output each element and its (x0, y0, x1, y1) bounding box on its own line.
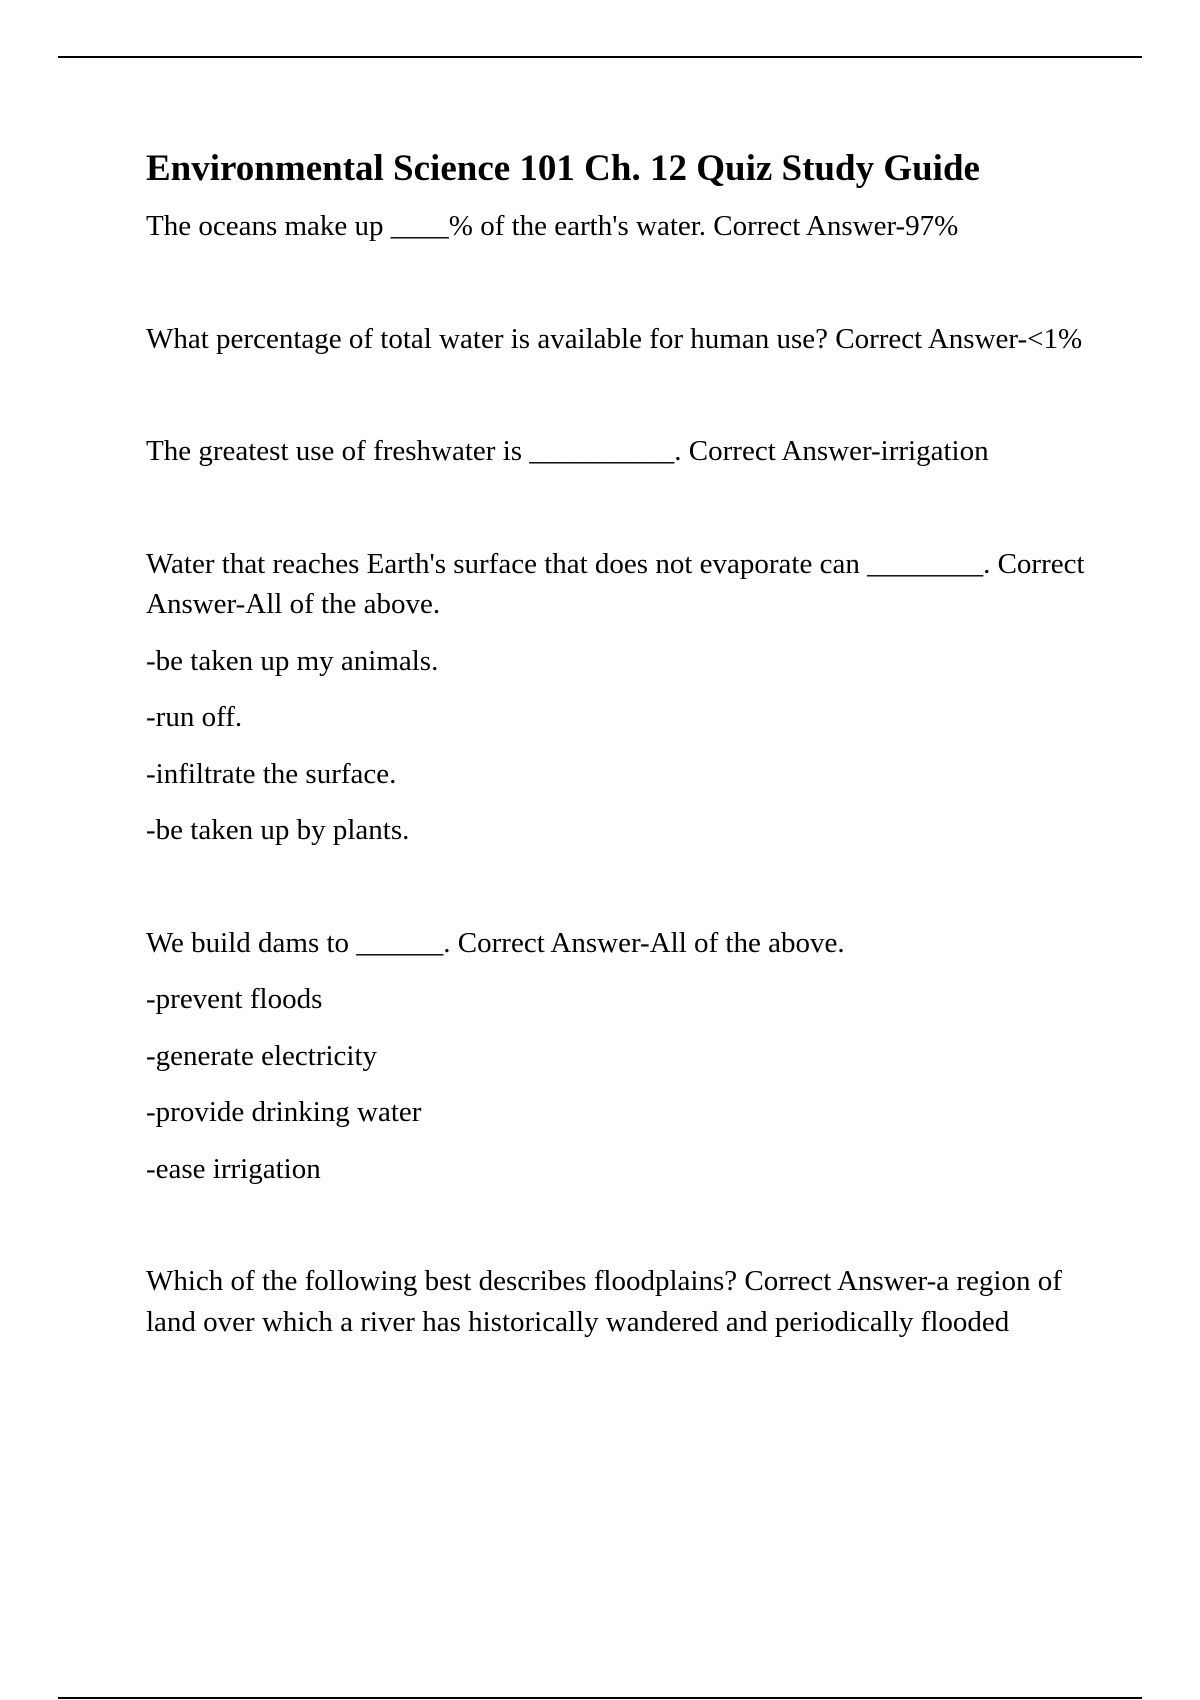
question-1: The oceans make up ____% of the earth's water. Correct Answer-97% (146, 210, 959, 242)
question-4-option-1: -be taken up my animals. (146, 644, 439, 677)
top-rule (58, 56, 1142, 58)
question-6: Which of the following best describes floodplains? Correct Answer-a region of land over which a river has historically wandered and periodically flooded (146, 1265, 1062, 1338)
question-5-option-3: -provide drinking water (146, 1096, 422, 1128)
question-5-option-1: -prevent floods (146, 983, 323, 1015)
question-4: Water that reaches Earth's surface that does not evaporate can ________. Correct Answer-All of the above. (146, 547, 1085, 620)
question-5-option-2: -generate electricity (146, 1039, 378, 1072)
bottom-rule (58, 1697, 1142, 1699)
question-4-option-2: -run off. (146, 701, 243, 733)
question-5-option-4: -ease irrigation (146, 1152, 321, 1185)
spacer (146, 1189, 1106, 1261)
question-3: The greatest use of freshwater is __________. Correct Answer-irrigation (146, 435, 989, 467)
question-4-option-3: -infiltrate the surface. (146, 757, 397, 790)
document-title: Environmental Science 101 Ch. 12 Quiz Study Guide (146, 148, 980, 189)
question-2: What percentage of total water is available for human use? Correct Answer-<1% (146, 322, 1083, 355)
spacer (146, 851, 1106, 923)
document-body (146, 144, 1106, 1414)
question-4-option-4: -be taken up by plants. (146, 814, 410, 846)
question-5: We build dams to ______. Correct Answer-All of the above. (146, 926, 845, 959)
